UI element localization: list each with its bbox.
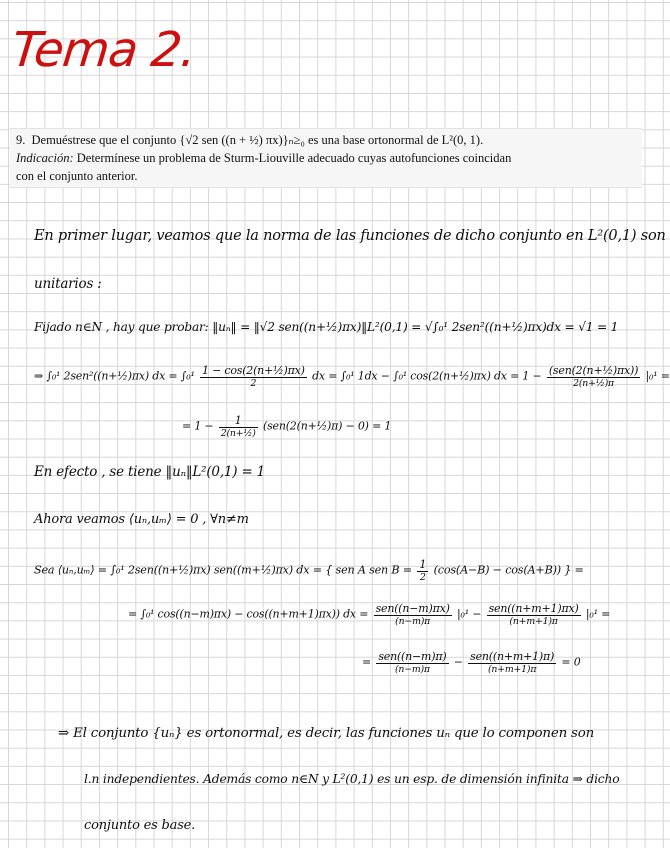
- note-line-5-part-a: = 1 −: [182, 419, 217, 433]
- problem-text: Demuéstrese que el conjunto {√2 sen ((n + ½) πx)}ₙ≥₀ es una base ortonormal de L²(0, 1).: [31, 133, 484, 147]
- note-line-9-part-b: |₀¹ −: [457, 607, 485, 621]
- note-line-5: [182, 414, 391, 439]
- note-line-11: ⇒ El conjunto {uₙ} es ortonormal, es decir, las funciones uₙ que lo componen son: [58, 726, 595, 741]
- fraction-numerator: sen((n−m)π): [378, 650, 447, 663]
- fraction-numerator: 1 − cos(2(n+½)πx): [201, 364, 305, 377]
- fraction-denominator: 2(n+½)π: [573, 378, 614, 389]
- problem-number: 9.: [16, 133, 26, 147]
- note-line-8-part-b: (cos(A−B) − cos(A+B)) } =: [433, 563, 584, 577]
- note-line-9: [128, 602, 610, 627]
- note-line-8-part-a: Sea ⟨uₙ,uₘ⟩ = ∫₀¹ 2sen((n+½)πx) sen((m+½)πx) dx = { sen A sen B =: [34, 563, 416, 577]
- note-line-10-part-a: =: [362, 655, 375, 669]
- note-line-1: En primer lugar, veamos que la norma de las funciones de dicho conjunto en L²(0,1) son: [34, 228, 666, 244]
- note-line-12: l.n independientes. Además como n∈N y L²(0,1) es un esp. de dimensión infinita ⇒ dicho: [84, 772, 620, 786]
- fraction: [547, 364, 640, 389]
- hint-text-continued: con el conjunto anterior.: [16, 169, 138, 183]
- fraction: [487, 602, 581, 627]
- fraction: [374, 602, 452, 627]
- fraction: [468, 650, 556, 675]
- note-line-5-part-b: (sen(2(n+½)π) − 0) = 1: [262, 419, 392, 433]
- fraction: [200, 364, 307, 389]
- fraction-numerator: 1: [419, 558, 427, 571]
- note-line-4: [34, 364, 670, 389]
- fraction-denominator: 2: [419, 572, 426, 583]
- note-line-6: En efecto , se tiene ‖uₙ‖L²(0,1) = 1: [34, 464, 266, 480]
- note-line-4-part-a: ⇒ ∫₀¹ 2sen²((n+½)πx) dx = ∫₀¹: [34, 369, 195, 383]
- hint-label: Indicación:: [16, 151, 74, 165]
- note-line-10-part-c: = 0: [561, 655, 581, 669]
- fraction-numerator: (sen(2(n+½)πx)): [548, 364, 639, 377]
- note-line-3: Fijado n∈N , hay que probar: ‖uₙ‖ = ‖√2 sen((n+½)πx)‖L²(0,1) = √∫₀¹ 2sen²((n+½)πx)dx = √1 = 1: [34, 320, 619, 334]
- fraction-numerator: sen((n−m)πx): [375, 602, 450, 615]
- note-line-8: [34, 558, 584, 583]
- note-line-10-part-b: −: [453, 655, 467, 669]
- note-line-13: conjunto es base.: [84, 818, 196, 833]
- fraction: [219, 414, 258, 439]
- fraction-denominator: (n+m+1)π: [487, 664, 537, 675]
- note-line-10: [362, 650, 581, 675]
- fraction: [417, 558, 428, 583]
- fraction-numerator: 1: [219, 414, 258, 428]
- fraction: [376, 650, 448, 675]
- fraction-denominator: (n−m)π: [395, 616, 431, 627]
- problem-statement: [10, 128, 642, 188]
- fraction-numerator: sen((n+m+1)πx): [488, 602, 579, 615]
- note-line-4-part-b: dx = ∫₀¹ 1dx − ∫₀¹ cos(2(n+½)πx) dx = 1 −: [312, 369, 545, 383]
- fraction-denominator: (n−m)π: [394, 664, 430, 675]
- fraction-denominator: 2(n+½): [220, 428, 256, 439]
- hint-text: Determínese un problema de Sturm-Liouville adecuado cuyas autofunciones coincidan: [76, 151, 512, 165]
- note-line-9-part-a: = ∫₀¹ cos((n−m)πx) − cos((n+m+1)πx)) dx =: [128, 607, 372, 621]
- fraction-denominator: (n+m+1)π: [509, 616, 558, 627]
- fraction-denominator: 2: [250, 378, 257, 389]
- note-line-2: unitarios :: [34, 276, 102, 292]
- note-line-4-part-c: |₀¹ =: [645, 369, 670, 383]
- page-title: Tema 2.: [9, 22, 199, 78]
- note-line-9-part-c: |₀¹ =: [585, 607, 611, 621]
- fraction-numerator: sen((n+m+1)π): [470, 650, 555, 663]
- note-line-7: Ahora veamos ⟨uₙ,uₘ⟩ = 0 , ∀n≠m: [34, 512, 249, 527]
